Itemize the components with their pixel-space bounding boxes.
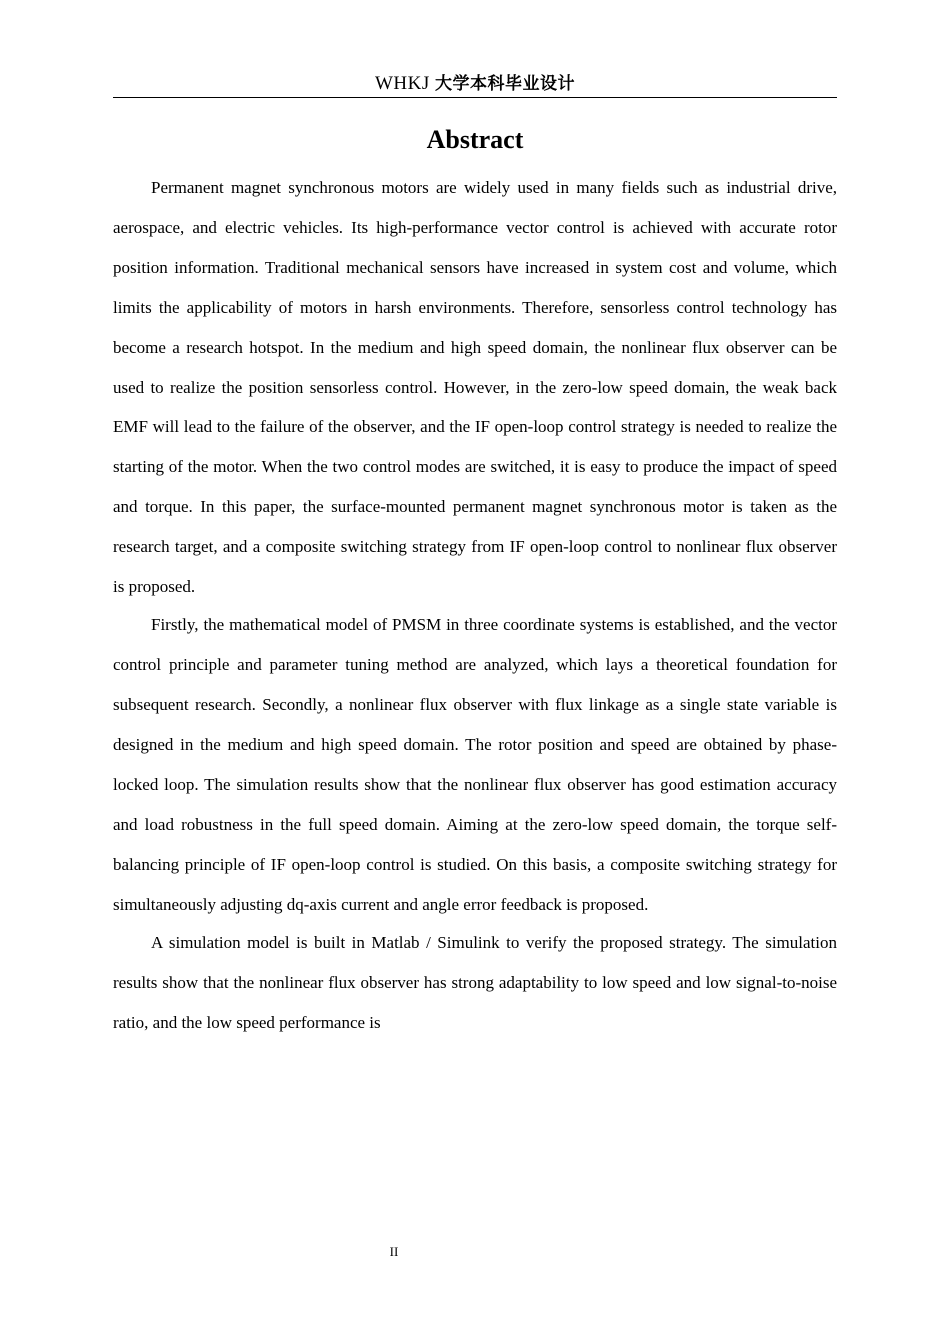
abstract-paragraph-1: Permanent magnet synchronous motors are widely used in many fields such as industrial drive, aerospace, and electric vehicles. Its high-performance vector control is achieved with accurate rotor position information. Traditional mechanical sensors have increased in system cost and volume, which limits the applicability of motors in harsh environments. Therefore, sensorless control technology has become a research hotspot. In the medium and high speed domain, the nonlinear flux observer can be used to realize the position sensorless control. However, in the zero-low speed domain, the weak back EMF will lead to the failure of the observer, and the IF open-loop control strategy is needed to realize the starting of the motor. When the two control modes are switched, it is easy to produce the impact of speed and torque. In this paper, the surface-mounted permanent magnet synchronous motor is taken as the research target, and a composite switching strategy from IF open-loop control to nonlinear flux observer is proposed. [113,178,837,597]
header-school-code: WHKJ [374,73,430,94]
abstract-paragraph-2: Firstly, the mathematical model of PMSM in three coordinate systems is established, and the vector control principle and parameter tuning method are analyzed, which lays a theoretical foundation for subsequent research. Secondly, a nonlinear flux observer with flux linkage as a single state variable is designed in the medium and high speed domain. The rotor position and speed are obtained by phase-locked loop. The simulation results show that the nonlinear flux observer has good estimation accuracy and load robustness in the full speed domain. Aiming at the zero-low speed domain, the torque self-balancing principle of IF open-loop control is studied. On this basis, a composite switching strategy for simultaneously adjusting dq-axis current and angle error feedback is proposed. [113,615,837,914]
abstract-title: Abstract [426,125,524,154]
page-header [113,72,837,98]
abstract-paragraph-3: A simulation model is built in Matlab / Simulink to verify the proposed strategy. The simulation results show that the nonlinear flux observer has strong adaptability to low speed and low signal-to-noise ratio, and the low speed performance is [113,933,837,1033]
abstract-body [113,168,837,1041]
header-document-type: 大学本科毕业设计 [435,74,576,94]
page-number: II [389,1244,399,1259]
